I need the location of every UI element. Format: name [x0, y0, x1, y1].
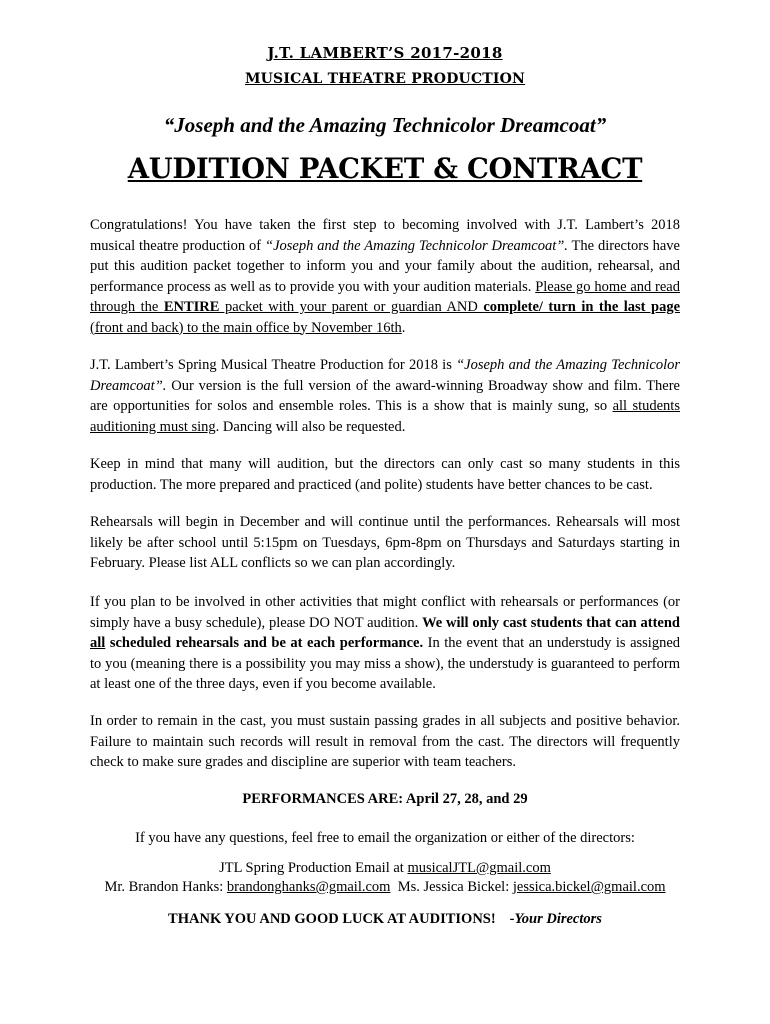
- rehearsal-schedule-paragraph: Rehearsals will begin in December and will continue until the performances. Rehearsals will most likely be after school until 5:15pm on Tuesdays, 6pm-8pm on Thursdays and Saturdays starting in February. Please list ALL conflicts so we can plan accordingly.: [90, 514, 680, 571]
- deadline-text: (front and back) to the main office by November 16th: [90, 319, 402, 336]
- entire-emphasis: ENTIRE: [163, 299, 220, 315]
- signature-text: -Your Directors: [509, 911, 602, 927]
- show-description-paragraph: [90, 355, 680, 437]
- attendance-emphasis-cont: scheduled rehearsals and be at each performance.: [105, 635, 424, 651]
- instruction-text: Please go home and read through the: [90, 278, 680, 315]
- intro-text-cont: The directors have put this audition packet together to inform you and your family about the audition, rehearsal, and performance process as well as to provide you with your audition materials.: [90, 237, 680, 295]
- period: .: [401, 319, 406, 336]
- casting-paragraph: Keep in mind that many will audition, but the directors can only cast so many students in this production. The more prepared and practiced (and polite) students have better chances to be cast.: [90, 456, 680, 493]
- production-email-label: JTL Spring Production Email at: [219, 860, 408, 876]
- director2-label: Ms. Jessica Bickel:: [390, 879, 513, 895]
- show-description-text: J.T. Lambert’s Spring Musical Theatre Production for 2018 is: [90, 357, 457, 373]
- director1-label: Mr. Brandon Hanks:: [104, 879, 227, 895]
- closing-line: [0, 911, 770, 928]
- show-title: “Joseph and the Amazing Technicolor Dreamcoat”: [163, 113, 607, 137]
- grades-paragraph: In order to remain in the cast, you must sustain passing grades in all subjects and positive behavior. Failure to maintain such records will result in removal from the cast. The directors will frequently check to make sure grades and discipline are superior with team teachers.: [90, 713, 680, 770]
- questions-line: If you have any questions, feel free to email the organization or either of the directors:: [135, 830, 635, 846]
- director2-email-link[interactable]: jessica.bickel@gmail.com: [512, 879, 666, 895]
- director-emails-line: [0, 879, 770, 896]
- show-description-text-cont: Our version is the full version of the award-winning Broadway show and film. There are opportunities for solos and ensemble roles. This is a show that is mainly sung, so: [90, 377, 680, 414]
- all-emphasis: all: [90, 635, 106, 651]
- dancing-text: . Dancing will also be requested.: [215, 418, 406, 435]
- understudy-text: In the event that an understudy is assigned to you (meaning there is a possibility you may miss a show), the understudy is guaranteed to perform at least one of the three days, even if you become available.: [90, 635, 681, 692]
- intro-text: Congratulations! You have taken the first step to becoming involved with J.T. Lambert’s 2018 musical theatre production of: [90, 217, 680, 254]
- conflicts-paragraph: [90, 592, 680, 695]
- production-email-link[interactable]: musicalJTL@gmail.com: [407, 860, 551, 876]
- performance-dates: PERFORMANCES ARE: April 27, 28, and 29: [242, 791, 528, 807]
- production-heading: MUSICAL THEATRE PRODUCTION: [244, 71, 526, 87]
- production-email-line: [0, 860, 770, 877]
- conflicts-text: If you plan to be involved in other activities that might conflict with rehearsals or performances (or simply have a busy schedule), please DO NOT audition.: [90, 594, 680, 631]
- show-title-inline: “Joseph and the Amazing Technicolor Dreamcoat”.: [265, 237, 568, 254]
- thank-you-text: THANK YOU AND GOOD LUCK AT AUDITIONS!: [168, 911, 496, 927]
- school-year-heading: J.T. LAMBERT’S 2017-2018: [267, 44, 503, 62]
- show-title-inline: “Joseph and the Amazing Technicolor Dreamcoat”.: [90, 357, 680, 394]
- must-sing-emphasis: all students auditioning must sing: [90, 398, 680, 435]
- attendance-emphasis: We will only cast students that can attend: [422, 614, 680, 631]
- page-title: AUDITION PACKET & CONTRACT: [127, 152, 643, 185]
- intro-paragraph: [90, 215, 680, 338]
- director1-email-link[interactable]: brandonghanks@gmail.com: [226, 879, 391, 895]
- complete-last-page-emphasis: complete/ turn in the last page: [483, 299, 681, 315]
- instruction-text-cont: packet with your parent or guardian AND: [219, 299, 484, 315]
